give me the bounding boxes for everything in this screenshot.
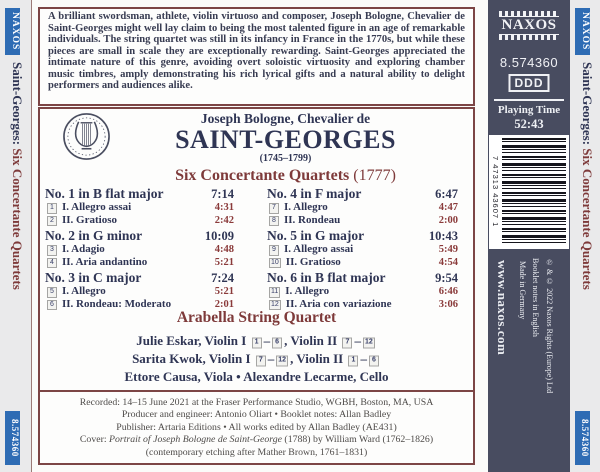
spine-title-composer: Saint-Georges: [10, 62, 25, 149]
movement-name: I. Allegro [62, 285, 106, 297]
spine-title-composer: Saint-Georges: [580, 62, 595, 149]
track-row [45, 215, 234, 228]
spine-catalog-badge: 8.574360 [575, 411, 590, 465]
track-row [45, 202, 234, 215]
made-in-label: Made in Germany [518, 261, 527, 320]
performers-block [40, 309, 473, 386]
tracklist-column-2 [267, 187, 458, 313]
info-side-panel [488, 0, 570, 472]
spine-left [0, 0, 32, 472]
track-row [45, 244, 234, 257]
range-dash: – [354, 333, 361, 348]
main-content-box [38, 107, 475, 465]
track-number: 3 [47, 245, 57, 256]
composer-name: SAINT-GEORGES [175, 125, 396, 154]
track-range-start: 7 [342, 338, 352, 349]
credit-etching: (contemporary etching after Mather Brown, 1761–1831) [145, 446, 368, 458]
track-range-end: 6 [369, 356, 379, 367]
work-total-time: 7:14 [211, 187, 234, 201]
movement-time: 5:49 [438, 244, 458, 255]
movement-time: 4:31 [214, 202, 234, 213]
work-title: No. 4 in F major [267, 186, 362, 201]
track-row [45, 286, 234, 299]
work-year: (1777) [349, 167, 396, 184]
track-range-end: 12 [276, 356, 288, 367]
performer-name-role: Sarita Kwok, Violin I [132, 351, 251, 366]
barcode [489, 135, 569, 249]
work-entry [45, 271, 234, 311]
track-number: 2 [47, 216, 57, 227]
work-title-line [104, 166, 467, 186]
spine-right [570, 0, 600, 472]
movement-name: I. Adagio [62, 243, 105, 255]
work-total-time: 10:43 [428, 229, 458, 243]
spine-title-work: Six Concertante Quartets [10, 148, 25, 290]
movement-name: I. Allegro assai [62, 201, 132, 213]
range-dash: – [263, 333, 271, 348]
movement-time: 3:06 [438, 298, 458, 310]
track-row [267, 215, 458, 228]
spine-catalog-badge: 8.574360 [5, 411, 20, 465]
track-range-end: 6 [272, 338, 282, 349]
album-title-block [104, 111, 467, 186]
playing-time-value: 52:43 [514, 117, 544, 131]
work-entry [267, 229, 458, 269]
movement-name: II. Aria con variazione [285, 297, 392, 310]
barcode-number: 7 47313 43607 1 [491, 156, 500, 228]
movement-time: 4:54 [438, 256, 458, 268]
track-row [267, 286, 458, 299]
movement-time: 2:00 [438, 214, 458, 226]
composer-dates: (1745–1799) [259, 153, 312, 164]
credit-cover-prefix: Cover: [79, 434, 110, 446]
work-total-time: 9:54 [435, 271, 458, 285]
performer-line [40, 368, 473, 386]
movement-time: 2:42 [214, 214, 234, 226]
work-title: No. 5 in G major [267, 228, 365, 243]
section-divider [40, 390, 473, 392]
range-dash: – [267, 351, 275, 366]
liner-notes-box [38, 7, 475, 106]
performer-role-2: , Violin II [284, 333, 338, 348]
movement-name: II. Rondeau: Moderato [62, 297, 172, 310]
credit-producer: Producer and engineer: Antonio Oliart • Booklet notes: Allan Badley [121, 409, 392, 421]
work-title: No. 2 in G minor [45, 228, 143, 243]
track-row [267, 202, 458, 215]
movement-name: II. Aria andantino [62, 255, 148, 268]
rights-notice: ℗ & © 2022 Naxos Rights (Europe) Ltd [545, 258, 554, 394]
liner-notes-text: A brilliant swordsman, athlete, violin virtuoso and composer, Joseph Bologne, Chevalier de Saint-Georges might well lay claim to being the most talented figure in an age of remarkable individuals. The string quartet was still in its infancy in France in the 1770s, but while these pieces are small in scale they are exceptionally rewarding. Saint-Georges appreciated the intimate nature of this genre, avoiding overt soloistic virtuosity and exploring chamber music timbres, amply demonstrating his rich lyrical gifts and a natural ability to delight performers and audiences alike. [48, 11, 465, 91]
credit-publisher: Publisher: Artaria Editions • All works edited by Allan Badley (AE431) [116, 421, 397, 433]
composer-prefix: Joseph Bologne, Chevalier de [200, 111, 371, 126]
track-number: 11 [269, 287, 280, 298]
movement-name: II. Gratioso [62, 213, 117, 226]
track-row [267, 244, 458, 257]
work-title: No. 3 in C major [45, 270, 142, 285]
movement-time: 5:21 [214, 286, 234, 297]
track-range-start: 1 [348, 356, 358, 367]
work-total-time: 6:47 [435, 187, 458, 201]
performer-name-role: Ettore Causa, Viola • Alexandre Lecarme, Cello [124, 369, 389, 384]
credit-cover [40, 434, 473, 446]
track-range-start: 7 [256, 356, 266, 367]
naxos-website: www.naxos.com [495, 260, 510, 356]
track-number: 10 [269, 258, 281, 269]
work-entry [267, 271, 458, 311]
movement-name: II. Rondeau [284, 213, 341, 226]
track-number: 7 [269, 203, 279, 214]
spine-title [577, 62, 595, 407]
work-title: No. 6 in B flat major [267, 270, 386, 285]
work-entry [45, 187, 234, 227]
catalog-number: 8.574360 [499, 55, 559, 70]
panel-divider [494, 99, 564, 101]
ensemble-name: Arabella String Quartet [176, 309, 337, 326]
movement-time: 5:21 [214, 256, 234, 268]
credits-block [40, 397, 473, 459]
recording-format-badge: DDD [509, 74, 550, 92]
performer-line [40, 332, 473, 350]
work-entry [267, 187, 458, 227]
performer-name-role: Julie Eskar, Violin I [136, 333, 247, 348]
track-number: 1 [47, 203, 57, 214]
movement-name: I. Allegro [284, 201, 328, 213]
work-total-time: 7:24 [211, 271, 234, 285]
track-number: 8 [269, 216, 279, 227]
credit-cover-suffix: (1788) by William Ward (1762–1826) [281, 434, 434, 446]
movement-time: 6:46 [438, 286, 458, 297]
track-range-end: 12 [363, 338, 375, 349]
movement-time: 4:47 [438, 202, 458, 213]
range-dash: – [360, 351, 367, 366]
performer-role-2: , Violin II [290, 351, 344, 366]
naxos-brand-badge: NAXOS [575, 8, 590, 55]
movement-time: 2:01 [214, 298, 234, 310]
spine-title-work: Six Concertante Quartets [580, 148, 595, 290]
naxos-logo-wordmark: NAXOS [499, 16, 559, 35]
track-number: 9 [269, 245, 279, 256]
track-number: 12 [269, 300, 281, 311]
track-number: 6 [47, 300, 57, 311]
movement-time: 4:48 [214, 244, 234, 255]
spine-title [7, 62, 25, 407]
work-entry [45, 229, 234, 269]
track-row [267, 257, 458, 270]
barcode-bars-icon [502, 138, 566, 246]
naxos-logo-icon [499, 11, 559, 40]
track-row [45, 257, 234, 270]
playing-time-label: Playing Time [497, 104, 561, 116]
credit-recorded: Recorded: 14–15 June 2021 at the Fraser Performance Studio, WGBH, Boston, MA, USA [79, 397, 434, 408]
work-title: No. 1 in B flat major [45, 186, 164, 201]
work-title: Six Concertante Quartets [175, 167, 350, 184]
track-number: 4 [47, 258, 57, 269]
track-number: 5 [47, 287, 57, 298]
naxos-brand-badge: NAXOS [5, 8, 20, 55]
tracklist-column-1 [45, 187, 234, 313]
booklet-language-label: Booklet notes in English [531, 258, 540, 337]
credit-cover-artwork: Portrait of Joseph Bologne de Saint-George [109, 434, 282, 446]
performer-line [40, 350, 473, 368]
movement-name: I. Allegro assai [284, 243, 354, 255]
movement-name: II. Gratioso [285, 255, 341, 268]
naxos-logo-base [499, 35, 559, 40]
work-total-time: 10:09 [204, 229, 234, 243]
movement-name: I. Allegro [285, 285, 330, 297]
track-range-start: 1 [252, 338, 262, 349]
